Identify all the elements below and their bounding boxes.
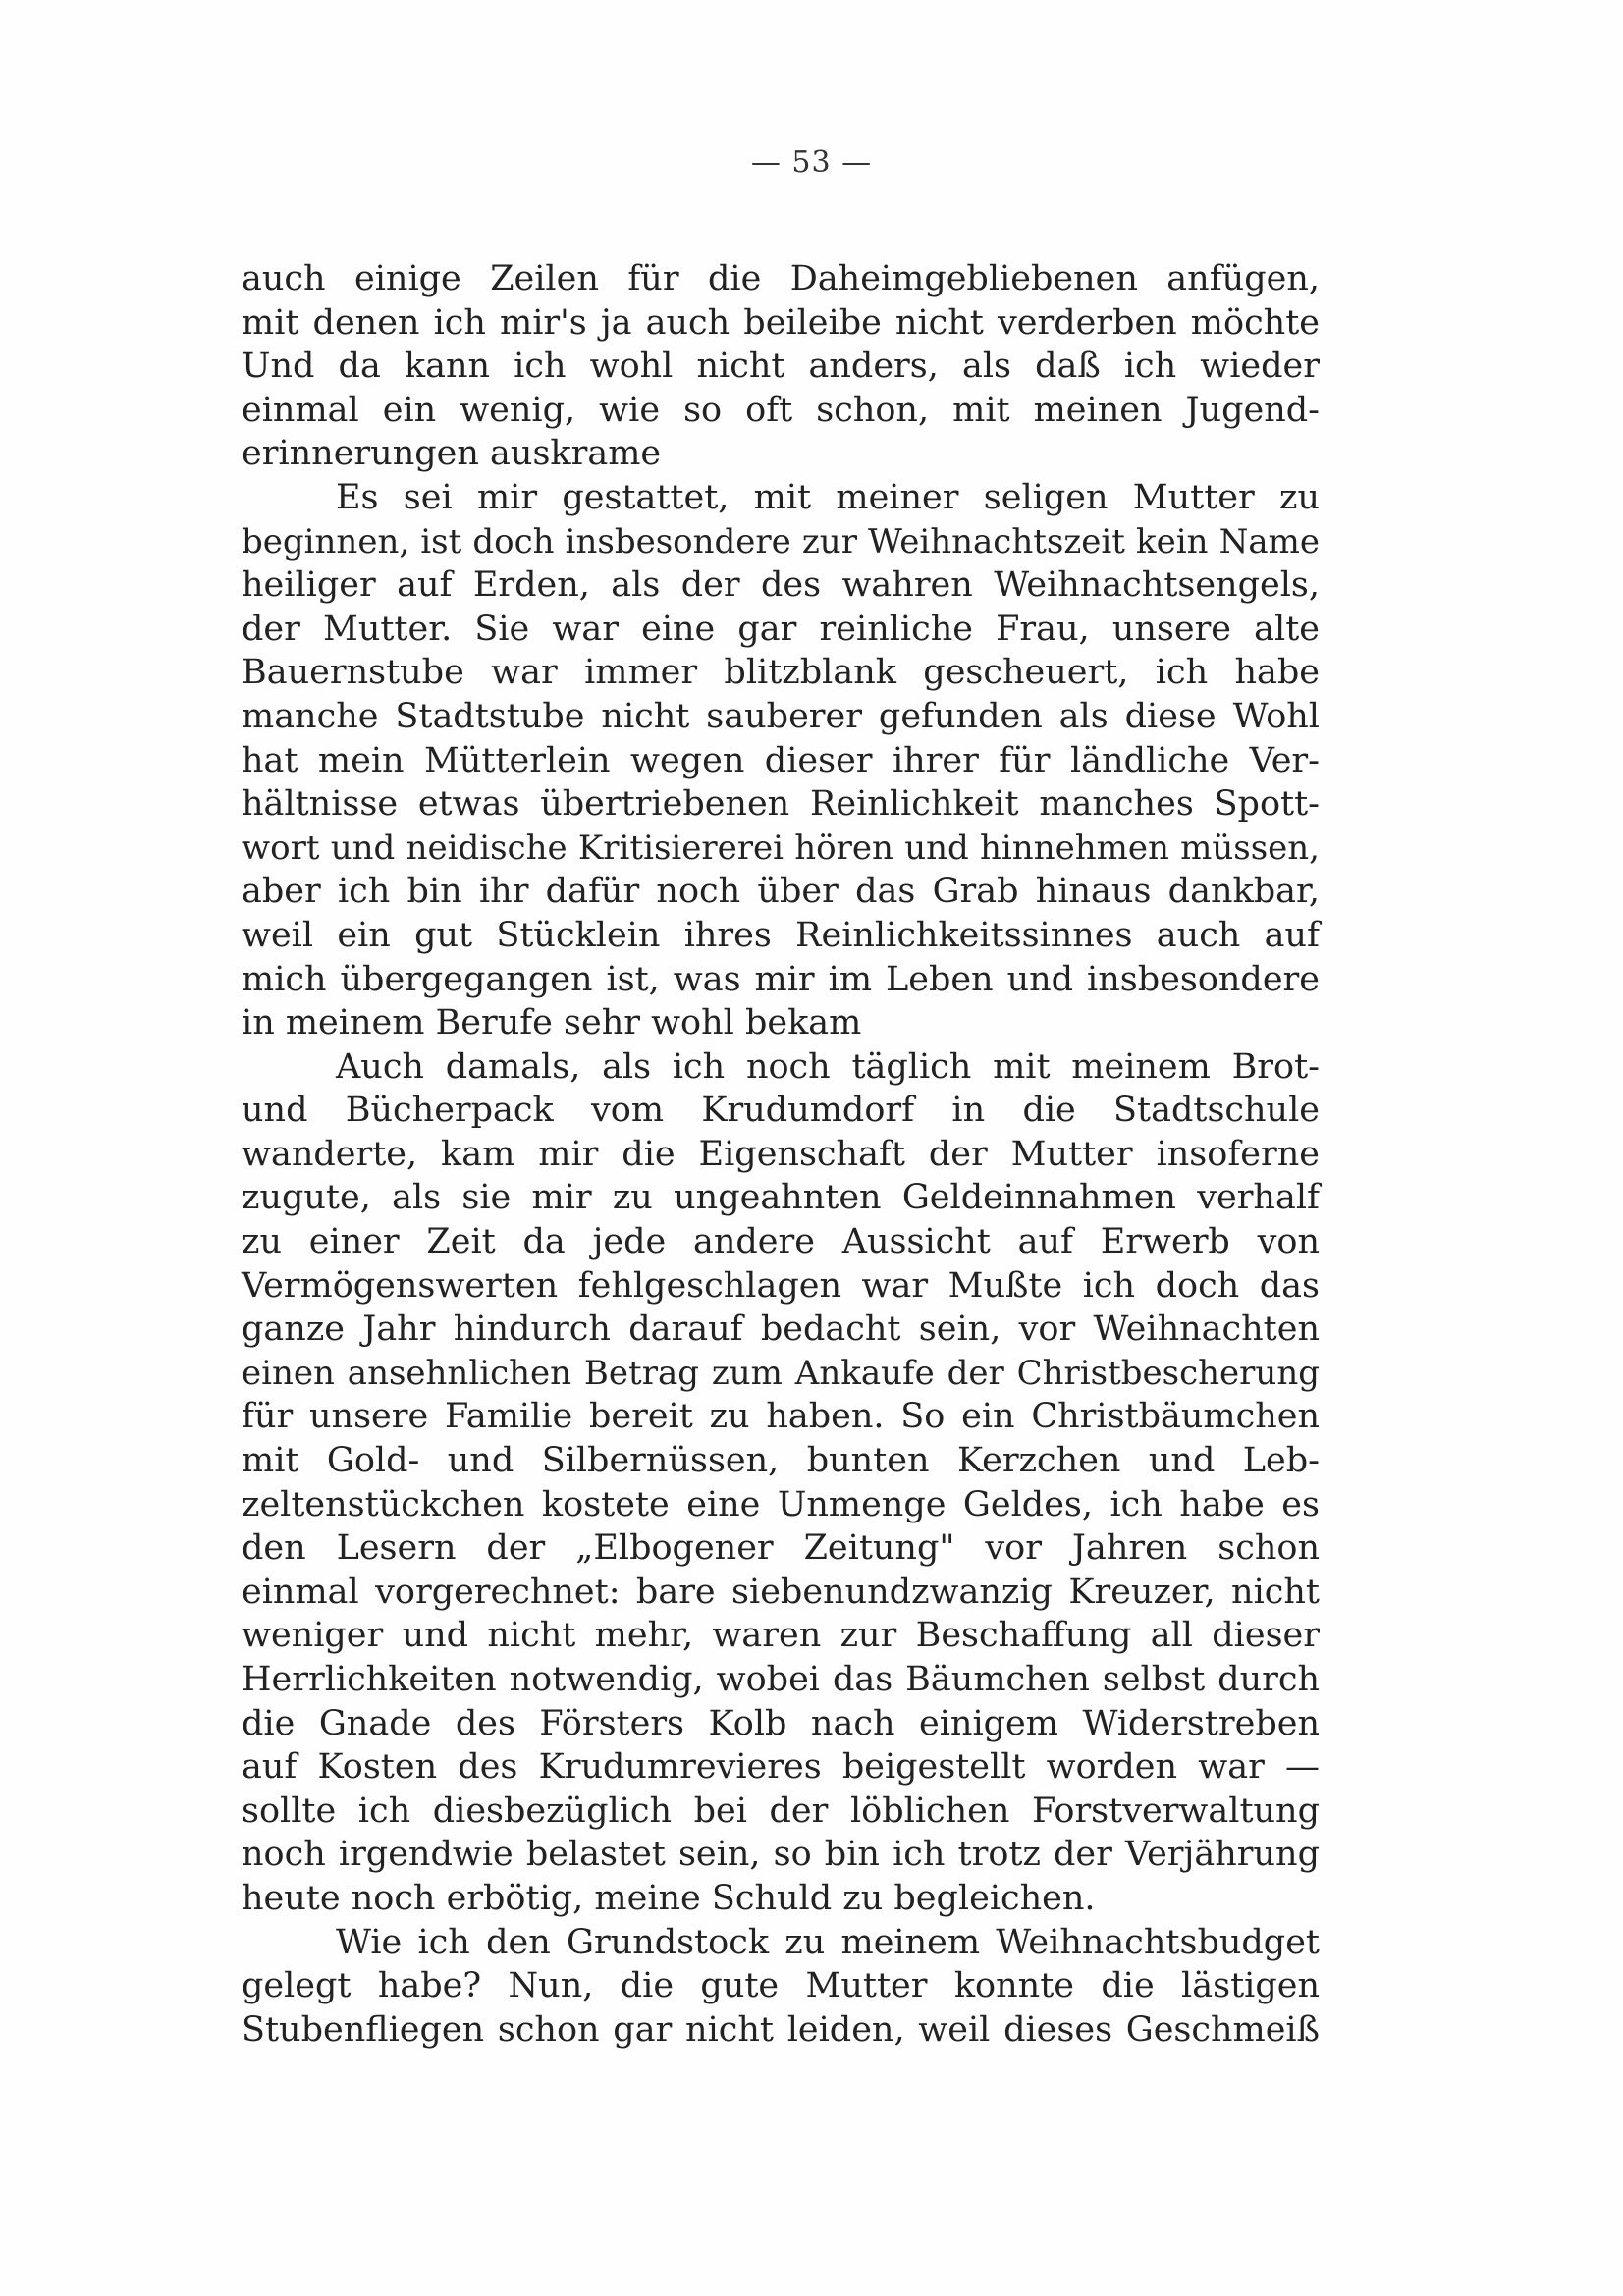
text-line: die Gnade des Försters Kolb nach einigem Widerstreben (242, 1703, 1320, 1743)
text-line: heiliger auf Erden, als der des wahren Weihnachtsengels, (242, 565, 1320, 606)
text-line: sollte ich diesbezüglich bei der löblichen Forstverwaltung (242, 1790, 1320, 1831)
text-line: wort und neidische Kritisiererei hören und hinnehmen müssen, (242, 828, 1320, 868)
text-line: zu einer Zeit da jede andere Aussicht auf Erwerb von (242, 1222, 1320, 1262)
text-line: Es sei mir gestattet, mit meiner seligen Mutter zu (336, 477, 1320, 517)
text-line: Bauernstube war immer blitzblank gescheuert, ich habe (242, 653, 1320, 693)
text-line: heute noch erbötig, meine Schuld zu begleichen. (242, 1878, 1096, 1918)
text-line: hat mein Mütterlein wegen dieser ihrer für ländliche Ver- (242, 740, 1320, 780)
text-line: hältnisse etwas übertriebenen Reinlichkeit manches Spott- (242, 784, 1320, 825)
text-line: zeltenstückchen kostete eine Unmenge Geldes, ich habe es (242, 1484, 1320, 1524)
text-line: wanderte, kam mir die Eigenschaft der Mutter insoferne (242, 1134, 1320, 1174)
text-line: einmal vorgerechnet: bare siebenundzwanzig Kreuzer, nicht (242, 1572, 1320, 1612)
text-line: auf Kosten des Krudumrevieres beigestellt worden war — (242, 1747, 1320, 1788)
text-line: Auch damals, als ich noch täglich mit meinem Brot- (336, 1046, 1320, 1087)
text-line: Stubenfliegen schon gar nicht leiden, weil dieses Geschmeiß (242, 2009, 1320, 2050)
text-line: einmal ein wenig, wie so oft schon, mit meinen Jugend- (242, 390, 1320, 430)
text-line: zugute, als sie mir zu ungeahnten Geldeinnahmen verhalf (242, 1178, 1320, 1218)
text-line: auch einige Zeilen für die Daheimgebliebenen anfügen, (242, 259, 1320, 298)
text-line: ganze Jahr hindurch darauf bedacht sein, vor Weihnachten (242, 1309, 1320, 1350)
text-line: für unsere Familie bereit zu haben. So ein Christbäumchen (242, 1397, 1320, 1437)
text-line: Herrlichkeiten notwendig, wobei das Bäumchen selbst durch (242, 1660, 1320, 1699)
text-line: weil ein gut Stücklein ihres Reinlichkeitssinnes auch auf (242, 915, 1320, 955)
text-line: einen ansehnlichen Betrag zum Ankaufe der Christbescherung (242, 1353, 1320, 1393)
text-line: den Lesern der „Elbogener Zeitung" vor Jahren schon (242, 1528, 1320, 1569)
text-line: aber ich bin ihr dafür noch über das Grab hinaus dankbar, (242, 872, 1320, 912)
text-line: und Bücherpack vom Krudumdorf in die Stadtschule (242, 1091, 1320, 1131)
text-line: gelegt habe? Nun, die gute Mutter konnte die lästigen (242, 1966, 1320, 2006)
text-line: manche Stadtstube nicht sauberer gefunden als diese Wohl (242, 696, 1320, 736)
text-line: Und da kann ich wohl nicht anders, als daß ich wieder (242, 347, 1320, 387)
page-number: — 53 — (750, 145, 873, 180)
text-line: weniger und nicht mehr, waren zur Beschaffung all dieser (242, 1616, 1320, 1656)
text-line: mit Gold- und Silbernüssen, bunten Kerzchen und Leb- (242, 1441, 1320, 1481)
text-line: Wie ich den Grundstock zu meinem Weihnachtsbudget (336, 1922, 1320, 1962)
text-line: mich übergegangen ist, was mir im Leben und insbesondere (242, 959, 1320, 999)
text-line: mit denen ich mir's ja auch beileibe nicht verderben möchte (242, 302, 1320, 343)
text-line: beginnen, ist doch insbesondere zur Weihnachtszeit kein Name (242, 521, 1320, 561)
text-line: noch irgendwie belastet sein, so bin ich trotz der Verjährung (242, 1835, 1320, 1875)
text-line: erinnerungen auskrame (242, 434, 662, 474)
body-text (242, 257, 1320, 2052)
text-line: der Mutter. Sie war eine gar reinliche Frau, unsere alte (242, 609, 1320, 649)
text-line: in meinem Berufe sehr wohl bekam (242, 1003, 862, 1043)
text-line: Vermögenswerten fehlgeschlagen war Mußte ich doch das (242, 1265, 1320, 1306)
